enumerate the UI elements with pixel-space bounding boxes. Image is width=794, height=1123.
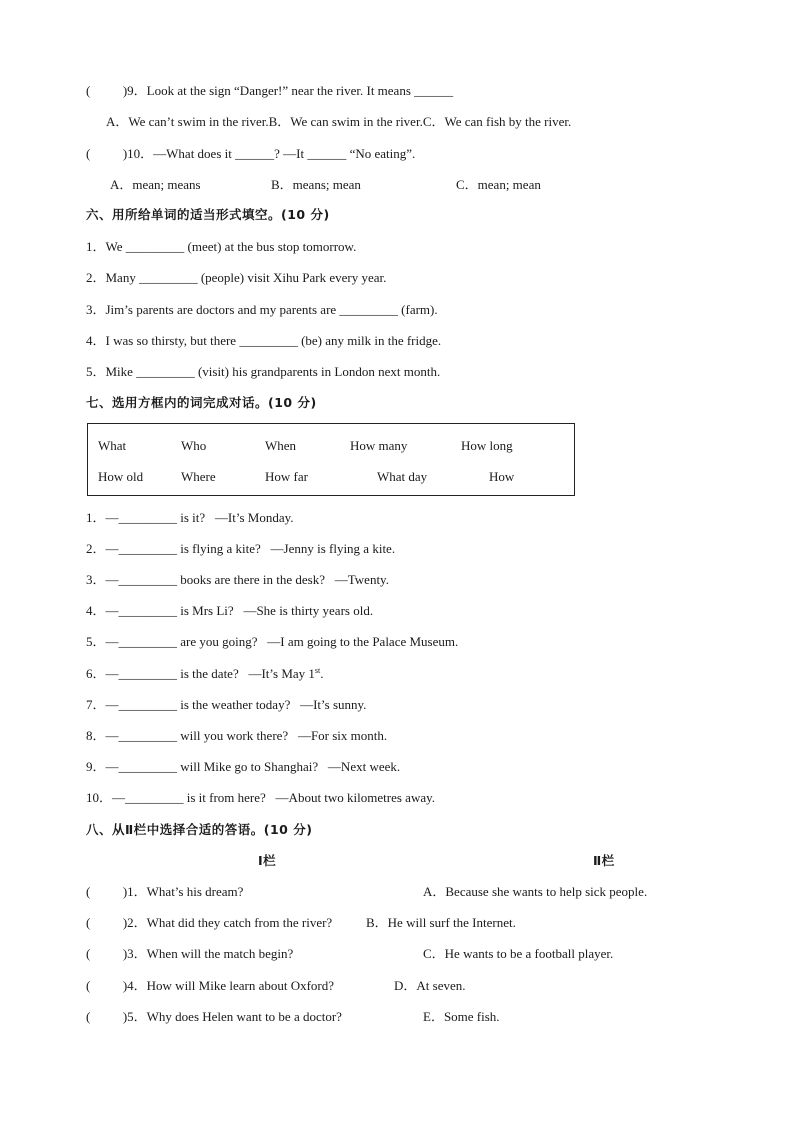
box-word: How long bbox=[461, 438, 513, 453]
sec7-item: 5．—_________ are you going? —I am going to the Palace Museum. bbox=[86, 634, 459, 649]
match-question: ( )4．How will Mike learn about Oxford? bbox=[86, 978, 335, 993]
match-question: ( )1．What’s his dream? bbox=[86, 884, 244, 899]
box-word: Where bbox=[181, 469, 216, 484]
box-word: What bbox=[98, 438, 127, 453]
match-question: ( )2．What did they catch from the river? bbox=[86, 915, 333, 930]
sec6-item: 2．Many _________ (people) visit Xihu Park every year. bbox=[86, 270, 387, 285]
sec7-item: 8．—_________ will you work there? —For six month. bbox=[86, 728, 388, 743]
box-word: How old bbox=[98, 469, 144, 484]
sec7-item: 10．—_________ is it from here? —About two kilometres away. bbox=[86, 790, 436, 805]
word-box bbox=[87, 423, 575, 496]
box-word: How bbox=[489, 469, 515, 484]
sec6-item: 3．Jim’s parents are doctors and my parents are _________ (farm). bbox=[86, 302, 438, 317]
section-6-heading: 六、用所给单词的适当形式填空。(10 分) bbox=[86, 207, 330, 222]
question-9-options: A．We can’t swim in the river.B．We can swim in the river.C．We can fish by the river. bbox=[106, 114, 572, 129]
sec7-item: 9．—_________ will Mike go to Shanghai? —Next week. bbox=[86, 759, 401, 774]
match-answer: B．He will surf the Internet. bbox=[366, 915, 516, 930]
sec7-item: 3．—_________ books are there in the desk? —Twenty. bbox=[86, 572, 389, 587]
sec7-item: 4．—_________ is Mrs Li? —She is thirty years old. bbox=[86, 603, 374, 618]
sec7-item-6-period: . bbox=[320, 666, 324, 681]
sec7-item: 7．—_________ is the weather today? —It’s sunny. bbox=[86, 697, 367, 712]
match-answer: A．Because she wants to help sick people. bbox=[423, 884, 648, 899]
sec7-item: 1．—_________ is it? —It’s Monday. bbox=[86, 510, 294, 525]
sec7-item-6-text: 6．—_________ is the date? —It’s May 1 bbox=[86, 666, 315, 681]
box-word: Who bbox=[181, 438, 207, 453]
question-10-option-c: C．mean; mean bbox=[456, 177, 541, 192]
box-word: When bbox=[265, 438, 297, 453]
match-answer: C．He wants to be a football player. bbox=[423, 946, 614, 961]
question-9-stem: ( )9．Look at the sign “Danger!” near the river. It means ______ bbox=[86, 83, 454, 98]
column-2-title: Ⅱ栏 bbox=[593, 853, 615, 868]
question-10-option-b: B．means; mean bbox=[271, 177, 361, 192]
sec6-item: 1．We _________ (meet) at the bus stop tomorrow. bbox=[86, 239, 357, 254]
box-word: What day bbox=[377, 469, 428, 484]
ordinal-suffix: st bbox=[314, 666, 321, 675]
sec7-item-6 bbox=[86, 666, 324, 682]
match-answer: D．At seven. bbox=[394, 978, 466, 993]
sec6-item: 5．Mike _________ (visit) his grandparents in London next month. bbox=[86, 364, 441, 379]
box-word: How far bbox=[265, 469, 308, 484]
sec6-item: 4．I was so thirsty, but there _________ (be) any milk in the fridge. bbox=[86, 333, 442, 348]
section-7-heading: 七、选用方框内的词完成对话。(10 分) bbox=[86, 395, 317, 410]
column-1-title: Ⅰ栏 bbox=[258, 853, 277, 868]
match-answer: E．Some fish. bbox=[423, 1009, 500, 1024]
box-word: How many bbox=[350, 438, 408, 453]
sec7-item: 2．—_________ is flying a kite? —Jenny is flying a kite. bbox=[86, 541, 396, 556]
section-8-heading: 八、从Ⅱ栏中选择合适的答语。(10 分) bbox=[86, 822, 313, 837]
match-question: ( )3．When will the match begin? bbox=[86, 946, 294, 961]
match-question: ( )5．Why does Helen want to be a doctor? bbox=[86, 1009, 342, 1024]
question-10-stem: ( )10．—What does it ______? —It ______ “No eating”. bbox=[86, 146, 416, 161]
question-10-option-a: A．mean; means bbox=[110, 177, 201, 192]
